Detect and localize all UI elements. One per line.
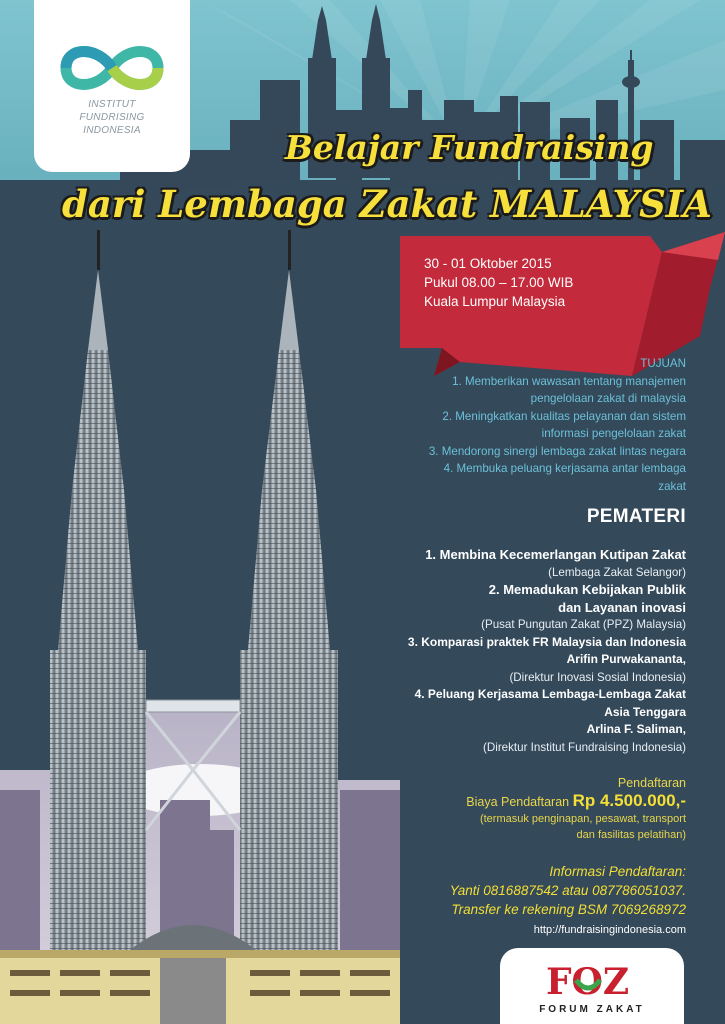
pemateri-item-4-name: Arlina F. Saliman,: [586, 722, 686, 736]
pemateri-item-3-name: Arifin Purwakananta,: [566, 652, 686, 666]
event-time: Pukul 08.00 – 17.00 WIB: [424, 275, 574, 290]
foz-mark-text: FOZ: [546, 961, 630, 1000]
biaya-label: Biaya Pendaftaran: [466, 795, 570, 809]
pemateri-item-4-title-a: 4. Peluang Kerjasama Lembaga-Lembaga Zakat: [414, 687, 686, 701]
institut-fundrising-logo-card: [34, 0, 190, 172]
pemateri-item-3-sub: (Direktur Inovasi Sosial Indonesia): [509, 670, 686, 684]
pemateri-item-2-title-b: dan Layanan inovasi: [558, 599, 686, 615]
info-heading: Informasi Pendaftaran:: [549, 864, 686, 879]
pemateri-item-4-title-b: Asia Tenggara: [604, 704, 686, 719]
pemateri-item-2-title-a: 2. Memadukan Kebijakan Publik: [488, 582, 686, 597]
biaya-note-1: (termasuk penginapan, pesawat, transport: [479, 813, 686, 825]
foz-label: FORUM ZAKAT: [539, 1004, 645, 1015]
pendaftaran-heading: Pendaftaran: [617, 776, 686, 790]
pemateri-list: [330, 546, 686, 756]
title-line-1: Belajar Fundraising: [285, 128, 654, 167]
biaya-note-2: dan fasilitas pelatihan): [576, 829, 686, 841]
biaya-price: Rp 4.500.000,-: [572, 791, 686, 810]
event-details: [424, 254, 664, 311]
event-place: Kuala Lumpur Malaysia: [424, 294, 566, 309]
event-date: 30 - 01 Oktober 2015: [424, 256, 552, 271]
pemateri-item-1-title: 1. Membina Kecemerlangan Kutipan Zakat: [425, 547, 686, 562]
info-transfer: Transfer ke rekening BSM 7069268972: [451, 902, 686, 917]
logo-line-2: FUNDRISING: [79, 112, 145, 123]
tujuan-line: informasi pengelolaan zakat: [541, 427, 686, 440]
tujuan-line: zakat: [658, 479, 686, 493]
tujuan-line: 3. Mendorong sinergi lembaga zakat lintas negara: [428, 444, 686, 458]
logo-name: [34, 98, 190, 137]
website-url[interactable]: http://fundraisingindonesia.com: [533, 924, 686, 936]
title-line-2: dari Lembaga Zakat MALAYSIA: [62, 182, 712, 226]
tujuan-line: 1. Memberikan wawasan tentang manajemen: [452, 374, 686, 388]
pemateri-item-3-title: 3. Komparasi praktek FR Malaysia dan Indonesia: [407, 634, 686, 649]
infinity-logo-icon: [56, 38, 168, 96]
logo-line-3: INDONESIA: [83, 125, 141, 136]
pemateri-heading: PEMATERI: [586, 506, 686, 527]
tujuan-section: [340, 355, 686, 495]
forum-zakat-logo-card: [500, 948, 684, 1024]
biaya-row: [330, 792, 686, 811]
pemateri-item-1-sub: (Lembaga Zakat Selangor): [548, 565, 686, 579]
pemateri-item-2-sub: (Pusat Pungutan Zakat (PPZ) Malaysia): [481, 618, 686, 631]
info-contact: Yanti 0816887542 atau 087786051037.: [449, 883, 686, 898]
tujuan-line: 2. Meningkatkan kualitas pelayanan dan sistem: [442, 409, 686, 423]
info-pendaftaran: [330, 862, 686, 919]
tujuan-heading: TUJUAN: [640, 357, 686, 370]
pendaftaran-section: [330, 774, 686, 843]
tujuan-line: pengelolaan zakat di malaysia: [530, 392, 686, 405]
pemateri-item-4-sub: (Direktur Institut Fundraising Indonesia): [483, 740, 686, 754]
logo-line-1: INSTITUT: [88, 99, 136, 110]
foz-logo-icon: [546, 960, 642, 1000]
tujuan-line: 4. Membuka peluang kerjasama antar lembaga: [443, 462, 686, 475]
